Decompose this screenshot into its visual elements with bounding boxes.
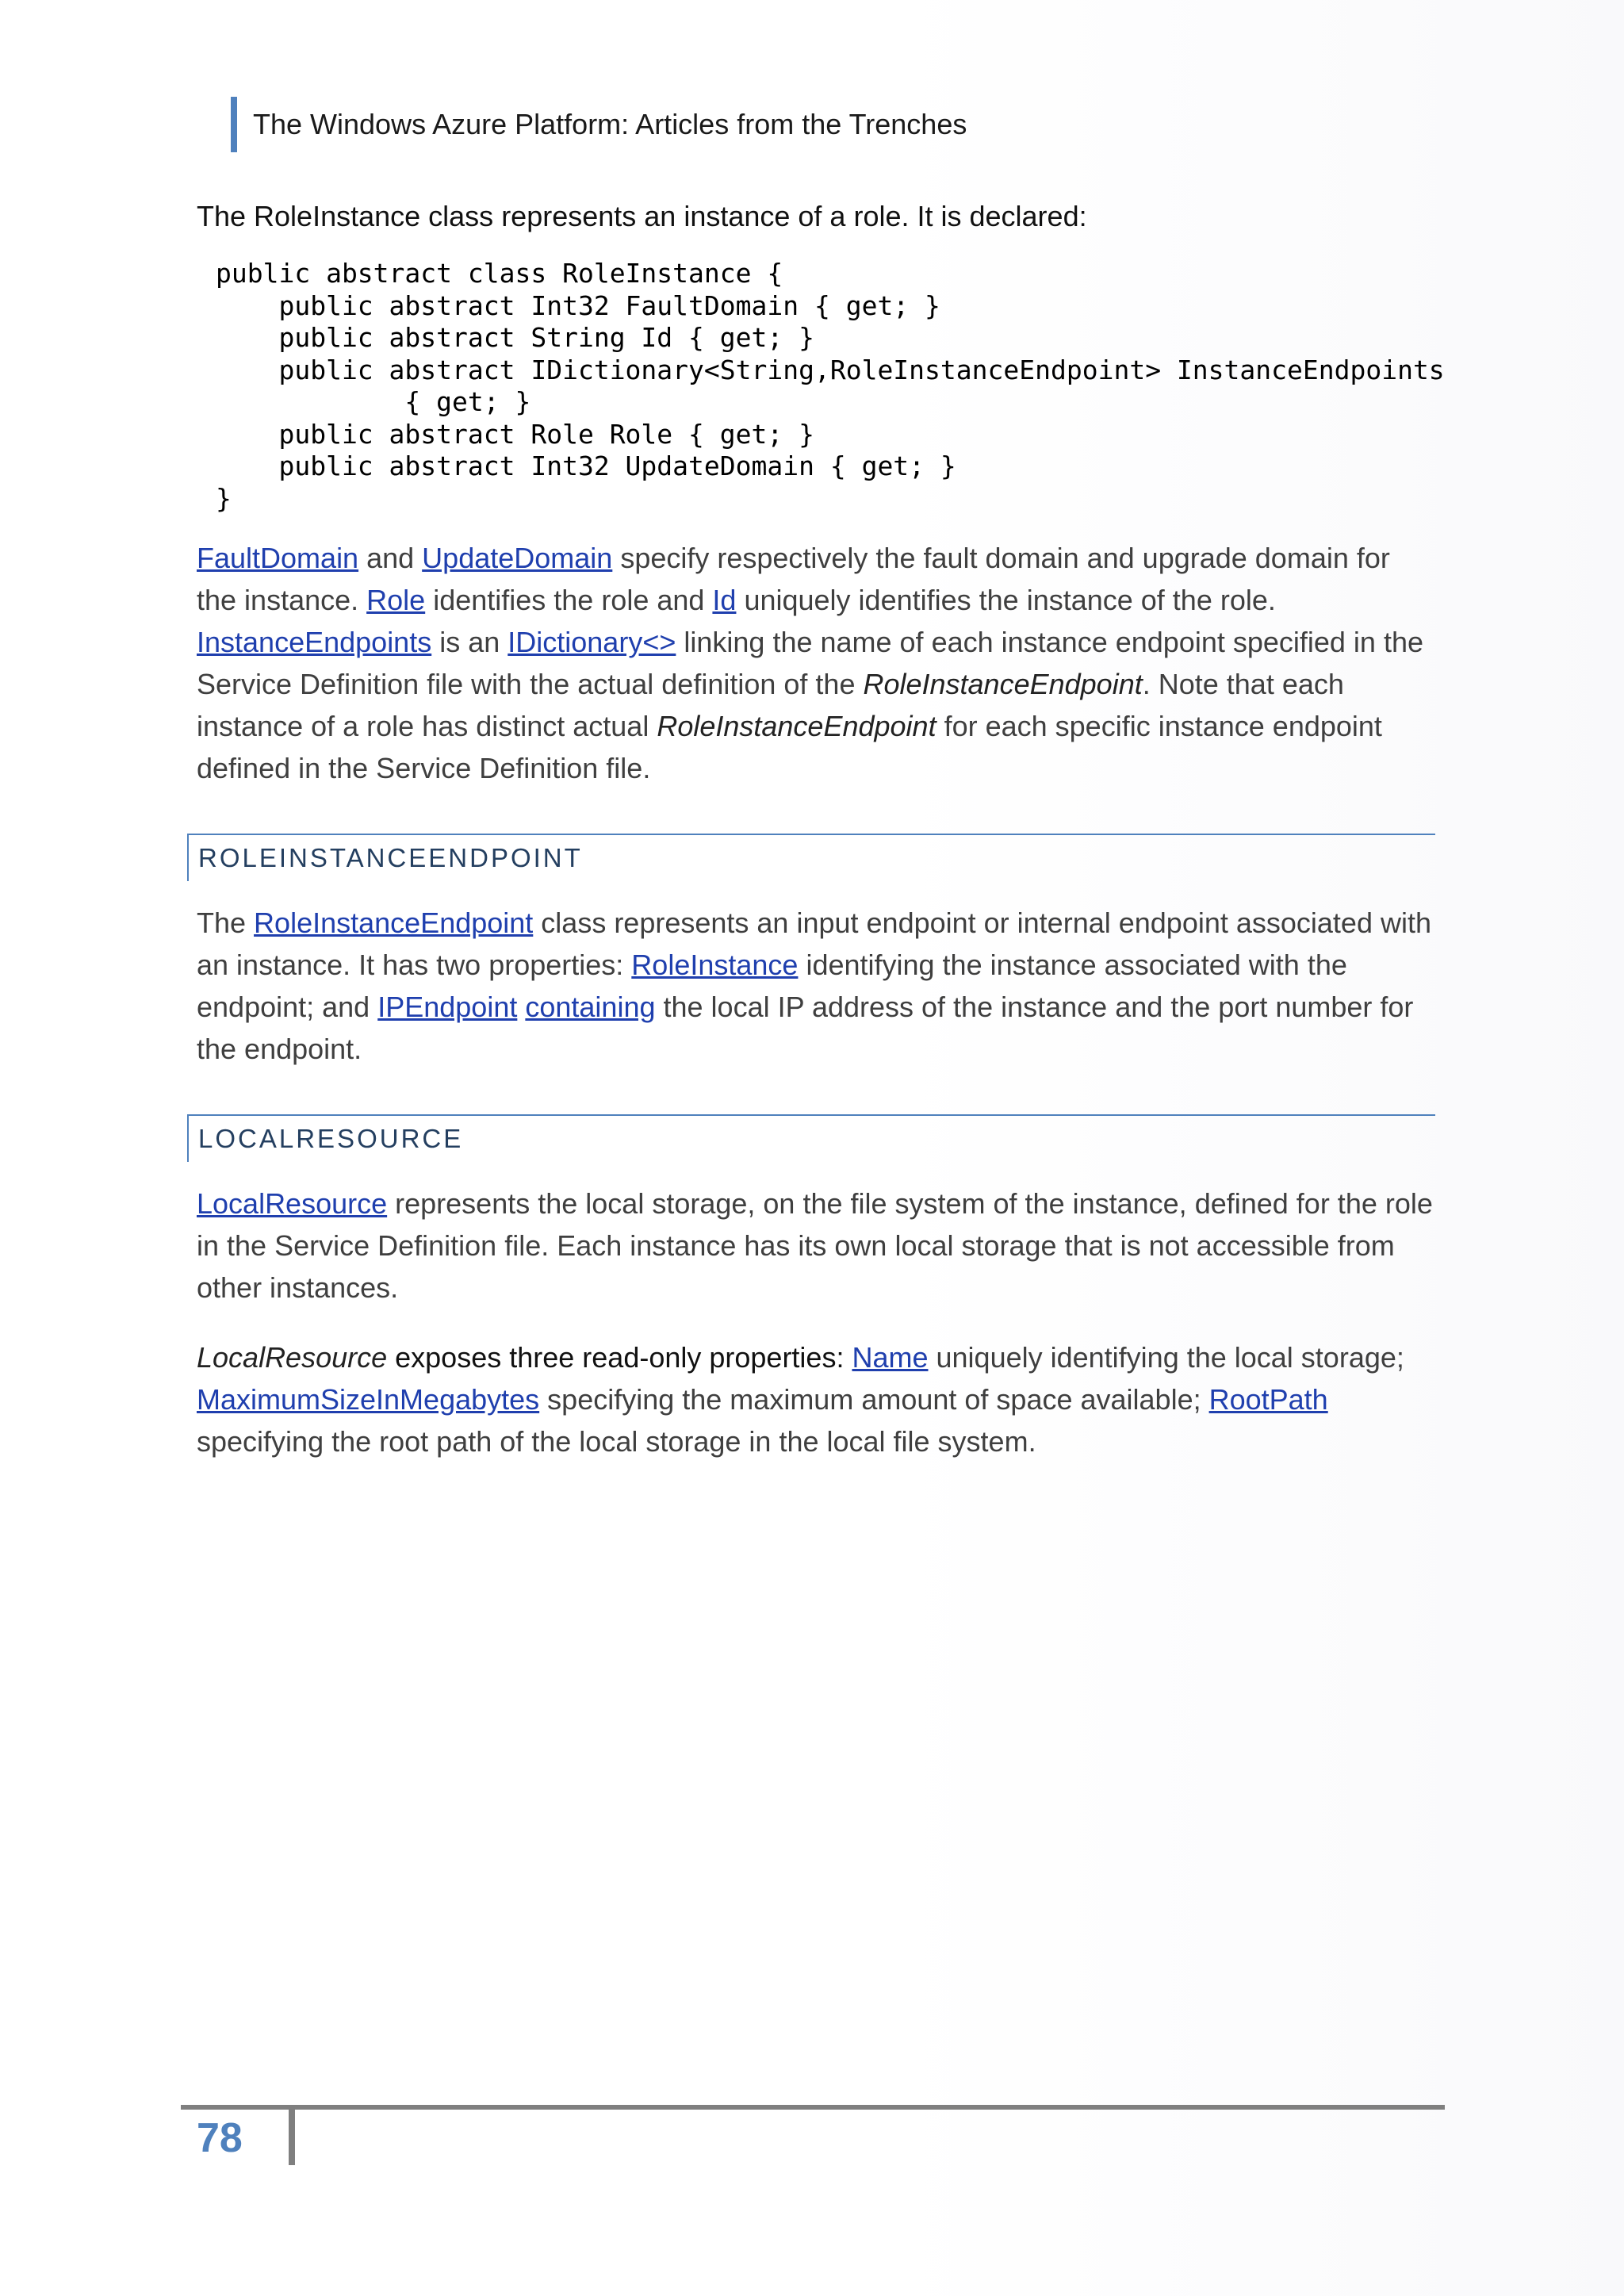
section2-text: exposes three read-only properties: [387, 1341, 852, 1374]
role-instance-endpoint-paragraph [197, 902, 1435, 1070]
link-update-domain[interactable]: UpdateDomain [422, 542, 613, 574]
page-content [197, 195, 1445, 1462]
section1-text: The [197, 907, 255, 939]
section2-text: uniquely identifying the local storage; [928, 1341, 1404, 1374]
section2-text: specifying the maximum amount of space available; [539, 1383, 1209, 1416]
link-idictionary[interactable]: IDictionary<> [508, 626, 676, 658]
section-heading-roleinstanceendpoint [187, 834, 1435, 881]
section1-text: class represents an input endpoint or internal endpoint associated with an instance. It has two properties: [197, 907, 1431, 981]
link-root-path[interactable]: RootPath [1208, 1383, 1328, 1416]
link-local-resource[interactable]: LocalResource [197, 1187, 388, 1220]
link-maximum-size-in-megabytes[interactable]: MaximumSizeInMegabytes [197, 1383, 540, 1416]
link-name[interactable]: Name [852, 1341, 929, 1374]
para1-text: linking the name of each instance endpoint specified in the Service Definition file with the actual definition of the [197, 626, 1424, 700]
section1-text: identifying the instance associated with the endpoint; and [197, 949, 1347, 1023]
local-resource-emphasis: LocalResource [197, 1341, 388, 1374]
para1-text: for each specific instance endpoint defined in the Service Definition file. [197, 710, 1382, 784]
section1-text: the local IP address of the instance and the port number for the endpoint. [197, 991, 1414, 1065]
link-role[interactable]: Role [366, 584, 426, 616]
section-heading-localresource [187, 1114, 1435, 1162]
link-instance-endpoints[interactable]: InstanceEndpoints [197, 626, 432, 658]
link-id[interactable]: Id [712, 584, 737, 616]
para1-text: identifies the role and [425, 584, 713, 616]
para1-text: . Note that each instance of a role has distinct actual [197, 668, 1344, 742]
section1-text [517, 991, 525, 1023]
para1-text: specify respectively the fault domain and upgrade domain for the instance. [197, 542, 1390, 616]
section2-text: specifying the root path of the local storage in the local file system. [197, 1425, 1036, 1458]
para1-text: and [358, 542, 423, 574]
page-number: 78 [197, 2115, 243, 2161]
local-resource-properties-paragraph [197, 1336, 1435, 1462]
intro-paragraph: The RoleInstance class represents an instance of a role. It is declared: [197, 200, 1087, 232]
section2-text: represents the local storage, on the file system of the instance, defined for the role in the Service Definition file. Each instance has its own local storage that is not accessible from other instances. [197, 1187, 1433, 1304]
para1-text: uniquely identifies the instance of the role. [736, 584, 1276, 616]
local-resource-paragraph [197, 1182, 1435, 1309]
link-ip-endpoint[interactable]: IPEndpoint [377, 991, 518, 1023]
para1-text: is an [431, 626, 508, 658]
footer-rule [181, 2105, 1445, 2110]
running-header-title: The Windows Azure Platform: Articles from the Trenches [253, 108, 967, 140]
section-heading-text: LOCALRESOURCE [198, 1124, 464, 1153]
para1-emphasis: RoleInstanceEndpoint [657, 710, 936, 742]
code-block: public abstract class RoleInstance { public abstract Int32 FaultDomain { get; } public abstract String Id { get; } public abstract IDictionary<String,RoleInstanceEndpoint> InstanceEndpoints { get; } public abstract Role Role { get; } public abstract Int32 UpdateDomain { get; } } [216, 258, 1445, 514]
role-instance-description [197, 537, 1435, 789]
section-heading-text: ROLEINSTANCEENDPOINT [198, 843, 583, 872]
link-role-instance-endpoint[interactable]: RoleInstanceEndpoint [254, 907, 534, 939]
running-header [231, 97, 967, 152]
link-role-instance[interactable]: RoleInstance [631, 949, 799, 981]
link-containing[interactable]: containing [525, 991, 656, 1023]
link-fault-domain[interactable]: FaultDomain [197, 542, 359, 574]
para1-emphasis: RoleInstanceEndpoint [863, 668, 1143, 700]
footer-divider [289, 2110, 295, 2165]
